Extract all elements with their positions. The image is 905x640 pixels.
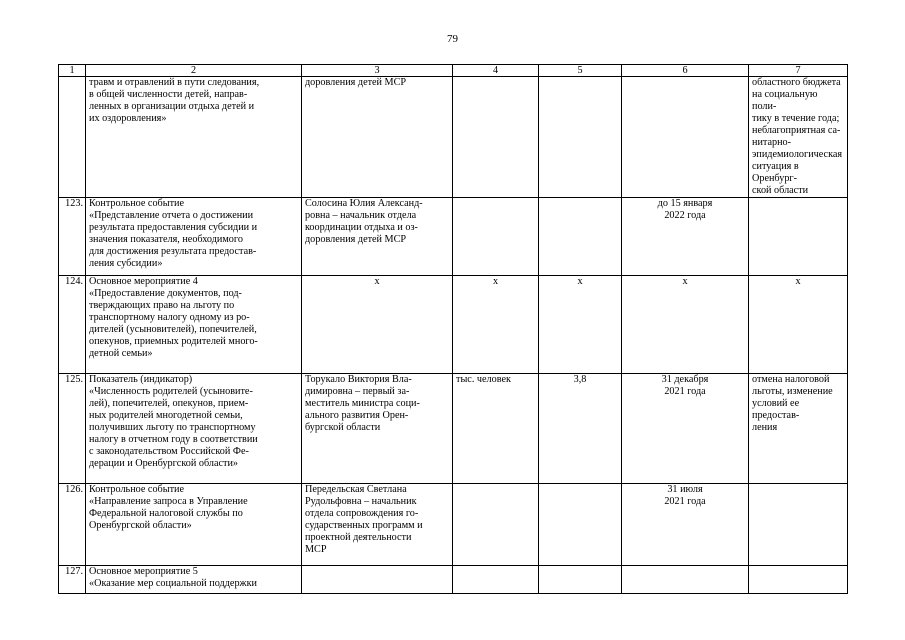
responsible-cell: доровления детей МСР <box>302 77 453 198</box>
deadline-cell <box>622 566 749 594</box>
risk-cell <box>749 484 848 566</box>
description-cell: Контрольное событие «Направление запроса в Управление Федеральной налоговой службы по Оренбургской области» <box>86 484 302 566</box>
table-row <box>59 484 848 566</box>
row-number: 127. <box>59 566 86 594</box>
column-number: 2 <box>86 65 302 77</box>
responsible-cell <box>302 566 453 594</box>
column-number: 5 <box>539 65 622 77</box>
deadline-cell: 31 декабря 2021 года <box>622 374 749 484</box>
unit-cell: х <box>453 276 539 374</box>
responsible-cell: х <box>302 276 453 374</box>
row-number: 126. <box>59 484 86 566</box>
deadline-cell: до 15 января 2022 года <box>622 198 749 276</box>
measures-table <box>58 64 848 594</box>
table-row <box>59 566 848 594</box>
description-cell: Основное мероприятие 5 «Оказание мер социальной поддержки <box>86 566 302 594</box>
unit-cell <box>453 566 539 594</box>
description-cell: Основное мероприятие 4 «Предоставление документов, под- тверждающих право на льготу по транспортному налогу одному из ро- дителей (усыновителей), попечителей, опекунов, приемных родителей много- детной семьи» <box>86 276 302 374</box>
deadline-cell: 31 июля 2021 года <box>622 484 749 566</box>
page-number: 79 <box>447 33 458 45</box>
row-number: 125. <box>59 374 86 484</box>
unit-cell <box>453 77 539 198</box>
risk-cell: областного бюджета на социальную поли- тику в течение года; неблагоприятная са- нитарно- эпидемиологическая ситуация в Оренбург- ской области <box>749 77 848 198</box>
risk-cell: отмена налоговой льготы, изменение условий ее предостав- ления <box>749 374 848 484</box>
value-cell: х <box>539 276 622 374</box>
column-number-row <box>59 65 848 77</box>
unit-cell <box>453 198 539 276</box>
unit-cell <box>453 484 539 566</box>
unit-cell: тыс. человек <box>453 374 539 484</box>
responsible-cell: Торукало Виктория Вла- димировна – первый за- меститель министра соци- ального развития Орен- бургской области <box>302 374 453 484</box>
column-number: 7 <box>749 65 848 77</box>
row-number-cell <box>59 77 86 198</box>
deadline-cell: х <box>622 276 749 374</box>
description-cell: Контрольное событие «Представление отчета о достижении результата предоставления субсидии и значения показателя, необходимого для достижения результата предостав- ления субсидии» <box>86 198 302 276</box>
table-row-continuation <box>59 77 848 198</box>
row-number: 124. <box>59 276 86 374</box>
description-cell: травм и отравлений в пути следования, в общей численности детей, направ- ленных в организации отдыха детей и их оздоровления» <box>86 77 302 198</box>
column-number: 3 <box>302 65 453 77</box>
responsible-cell: Солосина Юлия Александ- ровна – начальник отдела координации отдыха и оз- доровления детей МСР <box>302 198 453 276</box>
table-row <box>59 198 848 276</box>
description-cell: Показатель (индикатор) «Численность родителей (усыновите- лей), попечителей, опекунов, прием- ных родителей многодетной семьи, получивших льготу по транспортному налогу в отчетном году в соответствии с законодательством Российской Фе- дерации и Оренбургской области» <box>86 374 302 484</box>
row-number: 123. <box>59 198 86 276</box>
responsible-cell: Передельская Светлана Рудольфовна – начальник отдела сопровождения го- сударственных программ и проектной деятельности МСР <box>302 484 453 566</box>
value-cell <box>539 77 622 198</box>
value-cell <box>539 566 622 594</box>
column-number: 1 <box>59 65 86 77</box>
column-number: 4 <box>453 65 539 77</box>
table-row <box>59 276 848 374</box>
risk-cell <box>749 198 848 276</box>
column-number: 6 <box>622 65 749 77</box>
table-row <box>59 374 848 484</box>
value-cell: 3,8 <box>539 374 622 484</box>
value-cell <box>539 484 622 566</box>
risk-cell <box>749 566 848 594</box>
risk-cell: х <box>749 276 848 374</box>
value-cell <box>539 198 622 276</box>
deadline-cell <box>622 77 749 198</box>
